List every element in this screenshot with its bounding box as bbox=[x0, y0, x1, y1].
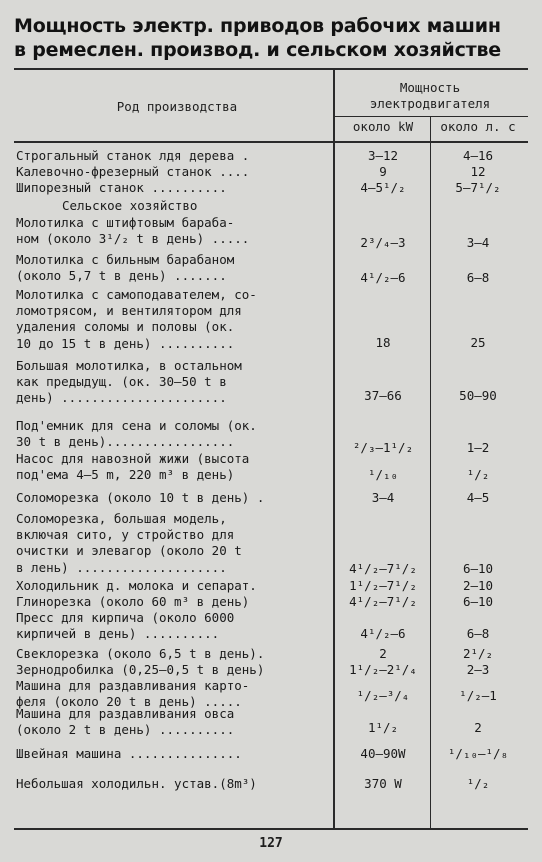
cell-power-kw: 1¹/₂—2¹/₄ bbox=[349, 662, 417, 677]
cell-power-kw: 4¹/₂—7¹/₂ bbox=[349, 594, 417, 609]
rule-col-divider-1 bbox=[333, 69, 335, 829]
cell-power-hp: 6—10 bbox=[462, 561, 494, 576]
header-power-group: Мощность электродвигателя bbox=[369, 80, 491, 111]
cell-power-kw: 40—90W bbox=[360, 746, 406, 761]
cell-power-hp: 3—4 bbox=[466, 235, 490, 250]
cell-power-hp: 2 bbox=[474, 720, 482, 735]
row-description: Соломорезка (около 10 t в день) . bbox=[16, 490, 265, 505]
cell-power-hp: 5—7¹/₂ bbox=[455, 180, 501, 195]
table-title: Мощность электр. приводов рабочих машин в ремеслен. производ. и сельском хозяйстве bbox=[14, 15, 501, 61]
row-description: Зернодробилка (0,25—0,5 t в день) bbox=[16, 662, 265, 677]
cell-power-kw: ¹/₁₀ bbox=[367, 467, 399, 482]
row-description: Швейная машина ............... bbox=[16, 746, 242, 761]
cell-power-kw: 1¹/₂ bbox=[367, 720, 399, 735]
cell-power-kw: 9 bbox=[379, 164, 387, 179]
row-description: Насос для навозной жижи (высота под'ема 4—5 m, 220 m³ в день) bbox=[16, 451, 250, 483]
cell-power-kw: 4¹/₂—7¹/₂ bbox=[349, 561, 417, 576]
row-description: Молотилка с штифтовым бараба- ном (около 3¹/₂ t в день) ..... bbox=[16, 215, 250, 247]
row-description: Молотилка с бильным барабаном (около 5,7 t в день) ....... bbox=[16, 252, 235, 284]
cell-power-hp: ¹/₂ bbox=[466, 467, 490, 482]
row-description: Свеклорезка (около 6,5 t в день). bbox=[16, 646, 265, 661]
cell-power-hp: 2¹/₂ bbox=[462, 646, 494, 661]
page-number: 127 bbox=[259, 836, 283, 851]
rule-header-bottom bbox=[14, 141, 528, 143]
row-description: Молотилка с самоподавателем, со- ломотрясом, и вентилятором для удаления соломы и половы (ок. 10 до 15 t в день) .......... bbox=[16, 287, 257, 351]
row-description: Холодильник д. молока и сепарат. bbox=[16, 578, 257, 593]
cell-power-hp: 4—5 bbox=[466, 490, 490, 505]
cell-power-kw: 4¹/₂—6 bbox=[360, 270, 406, 285]
row-description: Машина для раздавливания карто- феля (около 20 t в день) ..... bbox=[16, 678, 250, 710]
row-description: Калевочно-фрезерный станок .... bbox=[16, 164, 250, 179]
header-production-type: Род производства bbox=[116, 99, 238, 114]
cell-power-kw: 370 W bbox=[364, 776, 402, 791]
row-description: Соломорезка, большая модель, включая сито, у стройство для очистки и элевагор (около 20 t в лень) .................... bbox=[16, 511, 242, 575]
cell-power-kw: 4—5¹/₂ bbox=[360, 180, 406, 195]
cell-power-kw: 3—12 bbox=[367, 148, 399, 163]
cell-power-kw: 37—66 bbox=[364, 388, 402, 403]
row-description: Под'емник для сена и соломы (ок. 30 t в день)................. bbox=[16, 418, 257, 450]
cell-power-hp: 2—3 bbox=[466, 662, 490, 677]
row-description: Большая молотилка, в остальном как предыдущ. (ок. 30—50 t в день) ...................... bbox=[16, 358, 242, 406]
cell-power-hp: ¹/₂—1 bbox=[459, 688, 497, 703]
cell-power-hp: 1—2 bbox=[466, 440, 490, 455]
row-description: Глинорезка (около 60 m³ в день) bbox=[16, 594, 250, 609]
cell-power-hp: 12 bbox=[470, 164, 486, 179]
cell-power-hp: 2—10 bbox=[462, 578, 494, 593]
row-description: Пресс для кирпича (около 6000 кирпичей в день) .......... bbox=[16, 610, 235, 642]
cell-power-kw: 1¹/₂—7¹/₂ bbox=[349, 578, 417, 593]
rule-top bbox=[14, 68, 528, 70]
cell-power-kw: 2 bbox=[379, 646, 387, 661]
cell-power-kw: 3—4 bbox=[371, 490, 395, 505]
cell-power-hp: ¹/₁₀—¹/₈ bbox=[447, 746, 509, 761]
rule-bottom bbox=[14, 828, 528, 830]
cell-power-hp: 6—8 bbox=[466, 270, 490, 285]
row-description: Строгальный станок лдя дерева . bbox=[16, 148, 250, 163]
section-heading: Сельское хозяйство bbox=[62, 198, 198, 213]
row-description: Машина для раздавливания овса (около 2 t в день) .......... bbox=[16, 706, 235, 738]
cell-power-kw: ²/₃—1¹/₂ bbox=[352, 440, 414, 455]
cell-power-kw: 4¹/₂—6 bbox=[360, 626, 406, 641]
cell-power-hp: 25 bbox=[470, 335, 486, 350]
rule-subheader bbox=[334, 116, 528, 117]
header-col-kw: около kW bbox=[352, 119, 414, 134]
cell-power-kw: 2³/₄—3 bbox=[360, 235, 406, 250]
row-description: Шипорезный станок .......... bbox=[16, 180, 227, 195]
rule-col-divider-2 bbox=[430, 117, 431, 829]
cell-power-hp: 6—10 bbox=[462, 594, 494, 609]
cell-power-hp: 4—16 bbox=[462, 148, 494, 163]
row-description: Небольшая холодильн. устав.(8m³) bbox=[16, 776, 257, 791]
cell-power-hp: 6—8 bbox=[466, 626, 490, 641]
cell-power-kw: 18 bbox=[375, 335, 391, 350]
header-col-hp: около л. с bbox=[440, 119, 516, 134]
cell-power-hp: ¹/₂ bbox=[466, 776, 490, 791]
cell-power-hp: 50—90 bbox=[459, 388, 497, 403]
cell-power-kw: ¹/₂—³/₄ bbox=[356, 688, 410, 703]
